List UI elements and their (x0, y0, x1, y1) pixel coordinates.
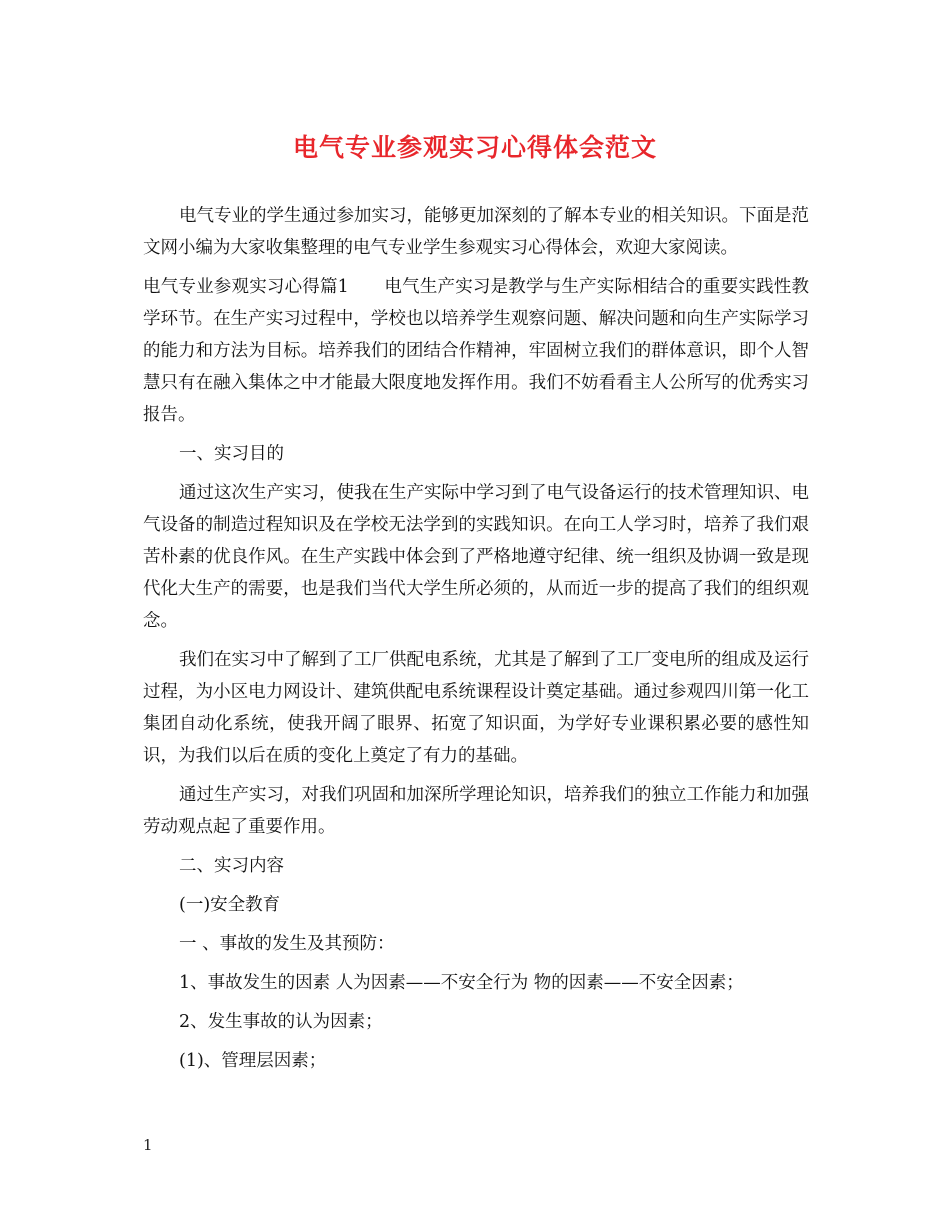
list-item-human-factors: 2、发生事故的认为因素； (179, 1012, 383, 1032)
heading-internship-purpose: 一、实习目的 (179, 444, 284, 464)
paragraph-purpose-3: 通过生产实习，对我们巩固和加深所学理论知识，培养我们的独立工作能力和加强劳动观点起了重要作用。 (143, 785, 809, 837)
paragraph-intro: 电气专业的学生通过参加实习，能够更加深刻的了解本专业的相关知识。下面是范文网小编为大家收集整理的电气专业学生参观实习心得体会，欢迎大家阅读。 (143, 206, 809, 258)
page-number: 1 (143, 1136, 153, 1154)
document-body (143, 200, 809, 1084)
paragraph-purpose-2: 我们在实习中了解到了工厂供配电系统，尤其是了解到了工厂变电所的组成及运行过程，为小区电力网设计、建筑供配电系统课程设计奠定基础。通过参观四川第一化工集团自动化系统，使我开阔了眼界、拓宽了知识面，为学好专业课积累必要的感性知识，为我们以后在质的变化上奠定了有力的基础。 (143, 650, 809, 766)
heading-safety-education: (一)安全教育 (179, 895, 281, 915)
document-title: 电气专业参观实习心得体会范文 (292, 133, 657, 162)
heading-internship-content: 二、实习内容 (179, 856, 284, 876)
list-item-management-factors: (1)、管理层因素； (179, 1051, 327, 1071)
list-item-accident-factors: 1、事故发生的因素 人为因素——不安全行为 物的因素——不安全因素； (179, 973, 744, 993)
paragraph-purpose-1: 通过这次生产实习，使我在生产实际中学习到了电气设备运行的技术管理知识、电气设备的制造过程知识及在学校无法学到的实践知识。在向工人学习时，培养了我们艰苦朴素的优良作风。在生产实践中体会到了严格地遵守纪律、统一组织及协调一致是现代化大生产的需要，也是我们当代大学生所必须的，从而近一步的提高了我们的组织观念。 (143, 483, 809, 631)
heading-accident-prevention: 一 、事故的发生及其预防： (179, 934, 395, 954)
paragraph-section-1: 电气专业参观实习心得篇1 电气生产实习是教学与生产实际相结合的重要实践性教学环节。在生产实习过程中，学校也以培养学生观察问题、解决问题和向生产实际学习的能力和方法为目标。培养我们的团结合作精神，牢固树立我们的群体意识，即个人智慧只有在融入集体之中才能最大限度地发挥作用。我们不妨看看主人公所写的优秀实习报告。 (143, 277, 809, 425)
